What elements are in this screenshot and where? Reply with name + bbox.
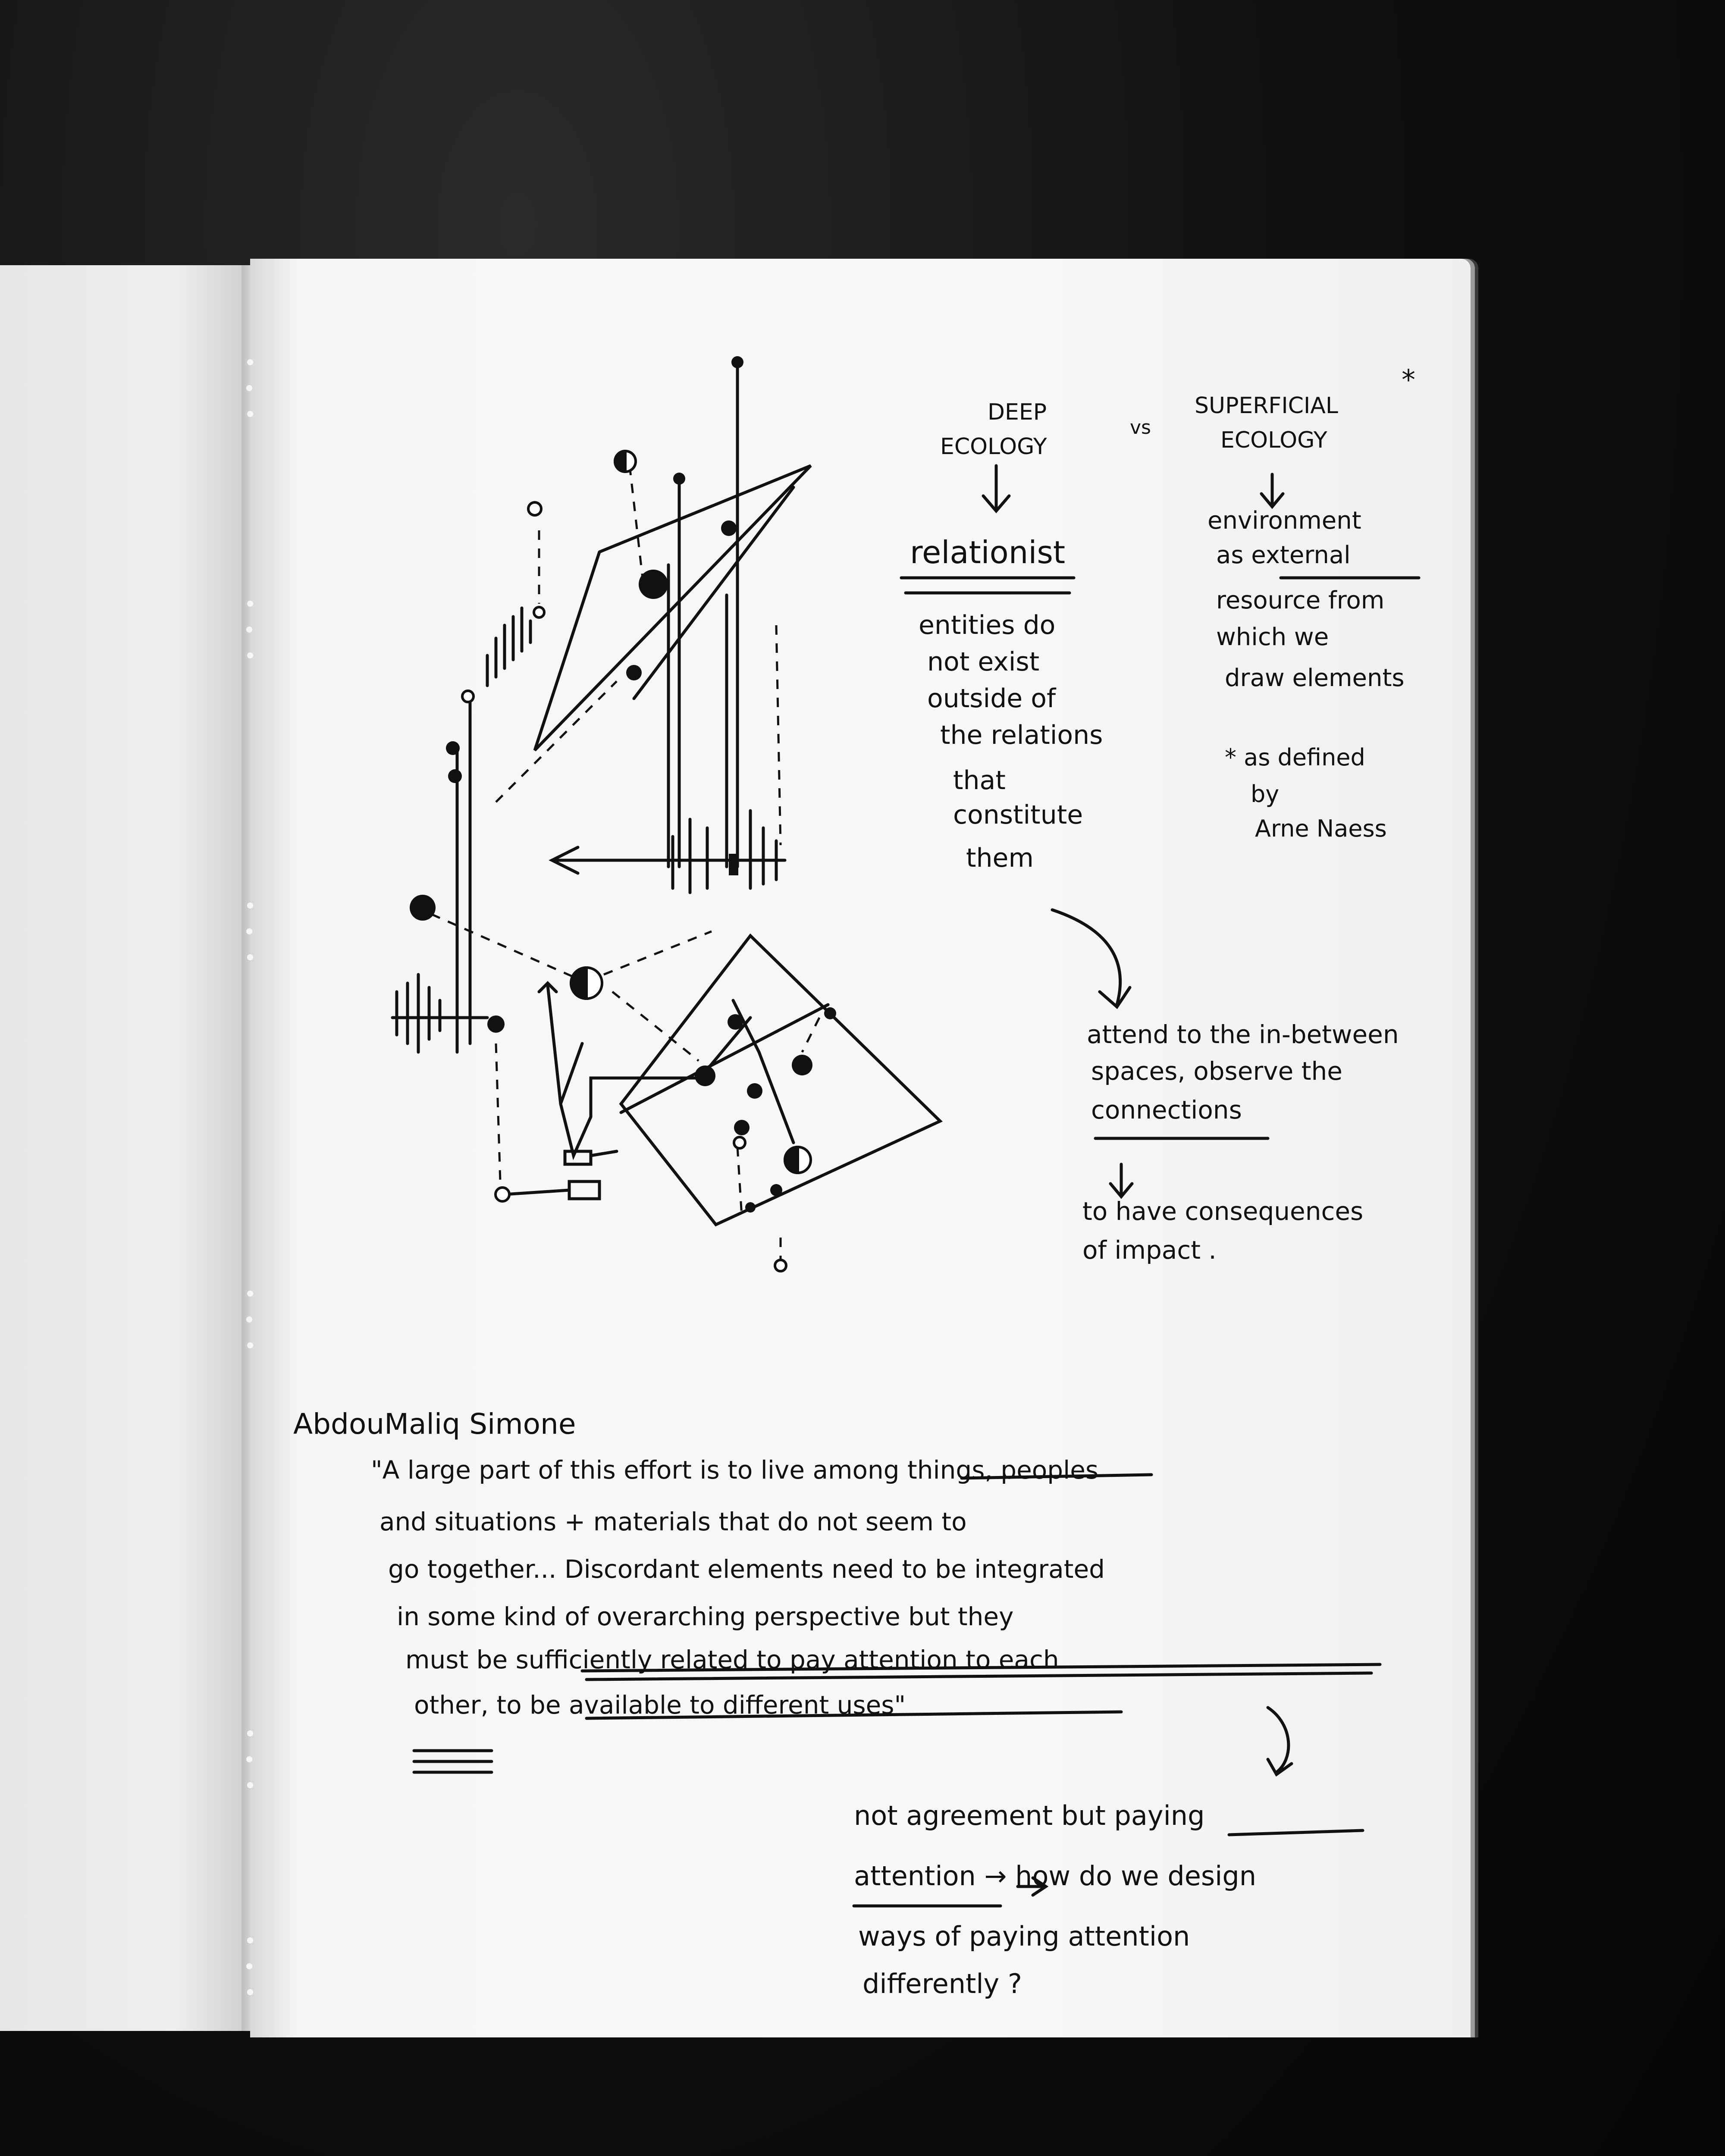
relationist-def-3: outside of — [927, 683, 1056, 714]
question-line-2: attention → how do we design — [854, 1860, 1257, 1892]
defined-by-2: by — [1251, 780, 1280, 808]
binding-stitches — [246, 359, 253, 1995]
environment-def-5: draw elements — [1225, 664, 1405, 692]
quote-line-3: go together... Discordant elements need to be integrated — [388, 1554, 1105, 1584]
relationist-def-1: entities do — [919, 610, 1056, 640]
deep-ecology-line1: DEEP — [988, 399, 1047, 425]
relationist-label: relationist — [910, 534, 1066, 570]
defined-by-3: Arne Naess — [1255, 815, 1387, 842]
superficial-line2: ECOLOGY — [1220, 427, 1327, 453]
quote-author: AbdouMaliq Simone — [293, 1407, 576, 1441]
defined-by-1: * as defined — [1225, 744, 1365, 771]
quote-line-2: and situations + materials that do not seem to — [380, 1507, 967, 1536]
relationist-def-2: not exist — [927, 647, 1040, 677]
attend-2: spaces, observe the — [1091, 1056, 1342, 1086]
vs-label: vs — [1130, 417, 1151, 439]
attend-1: attend to the in-between — [1087, 1020, 1399, 1049]
environment-def-1: environment — [1208, 507, 1361, 535]
question-line-4: differently ? — [862, 1968, 1022, 1999]
quote-line-5: must be sufficiently related to pay attention to each — [405, 1645, 1059, 1674]
environment-def-2: as external — [1216, 541, 1351, 569]
quote-line-1: "A large part of this effort is to live among things, peoples — [371, 1455, 1099, 1485]
quote-line-4: in some kind of overarching perspective but they — [397, 1602, 1014, 1631]
question-line-1: not agreement but paying — [854, 1800, 1205, 1831]
star-mark: * — [1402, 364, 1415, 396]
attend-3: connections — [1091, 1095, 1242, 1125]
consequences-2: of impact . — [1082, 1235, 1217, 1265]
relationist-def-7: them — [966, 843, 1034, 873]
consequences-1: to have consequences — [1082, 1197, 1364, 1226]
relationist-def-5: that — [953, 765, 1006, 796]
relationist-def-6: constitute — [953, 800, 1083, 830]
environment-def-4: which we — [1216, 623, 1329, 651]
question-line-3: ways of paying attention — [858, 1921, 1190, 1952]
quote-line-6: other, to be available to different uses" — [414, 1690, 906, 1720]
environment-def-3: resource from — [1216, 586, 1385, 614]
deep-ecology-line2: ECOLOGY — [940, 434, 1047, 460]
superficial-line1: SUPERFICIAL — [1195, 393, 1338, 419]
relationist-def-4: the relations — [940, 720, 1103, 750]
